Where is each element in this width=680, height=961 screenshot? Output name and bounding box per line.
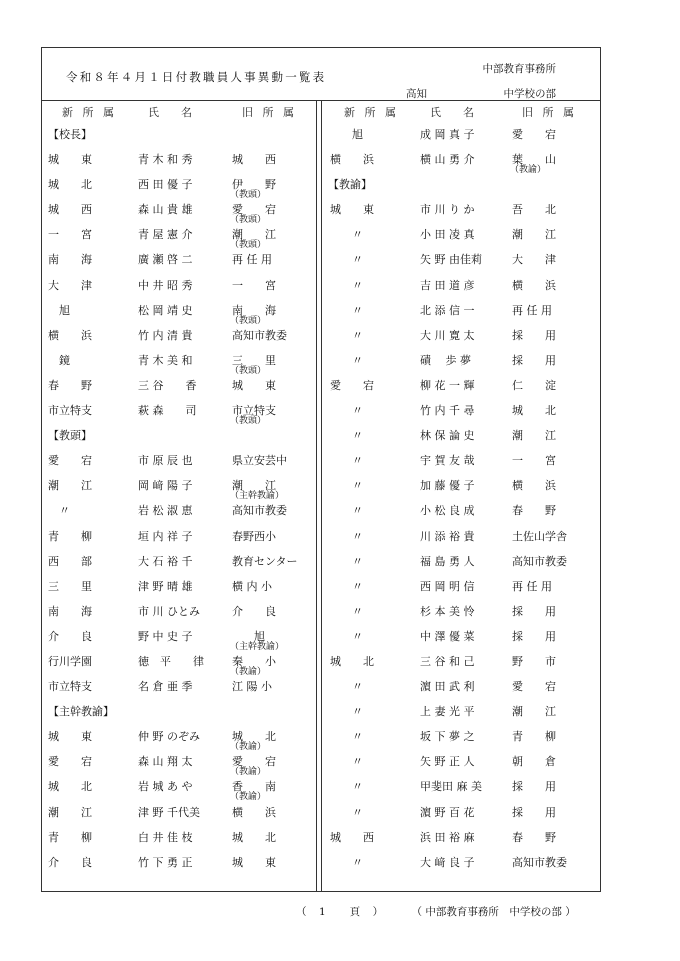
old-post: 野 市	[512, 654, 556, 668]
column-header-row	[322, 100, 602, 122]
previous-role-note: （教諭）	[230, 792, 267, 803]
person-name: 上 妻 光 平	[420, 705, 475, 719]
person-name: 津 野 千代美	[138, 805, 200, 819]
person-name: 大 石 裕 千	[138, 554, 193, 568]
new-post: 介 良	[48, 855, 92, 869]
table-row	[42, 348, 316, 376]
new-post: 〃	[330, 328, 363, 342]
column-divider	[316, 100, 317, 891]
old-post: 吾 北	[512, 203, 556, 217]
table-row	[42, 498, 316, 523]
table-row	[322, 448, 602, 473]
person-name: 津 野 晴 雄	[138, 579, 193, 593]
table-row	[322, 222, 602, 247]
new-post: 南 海	[48, 253, 92, 267]
person-name: 北 添 信 一	[420, 303, 475, 317]
new-post: 〃	[330, 680, 363, 694]
old-post: 市立特支	[232, 404, 276, 418]
old-post: 青 柳	[512, 730, 556, 744]
header-new-post: 新 所 属	[344, 106, 399, 119]
new-post: 〃	[330, 579, 363, 593]
new-post: 〃	[330, 755, 363, 769]
table-row	[42, 323, 316, 348]
table-row	[322, 197, 602, 222]
person-name: 柳 花 一 輝	[420, 378, 475, 392]
previous-role-note: （教諭）	[510, 165, 547, 176]
old-post: 朝 倉	[512, 755, 556, 769]
person-name: 廣 瀬 啓 二	[138, 253, 193, 267]
header-new-post: 新 所 属	[62, 106, 117, 119]
left-column	[42, 100, 316, 875]
previous-role-note: （教諭）	[230, 666, 267, 677]
table-row	[42, 373, 316, 398]
table-row	[322, 699, 602, 724]
table-row	[322, 774, 602, 799]
new-post: 行川学園	[48, 654, 92, 668]
new-post: 横 浜	[330, 153, 374, 167]
person-name: 中 澤 優 菜	[420, 629, 475, 643]
new-post: 〃	[330, 604, 363, 618]
person-name: 川 添 裕 貴	[420, 529, 475, 543]
person-name: 浜 田 裕 麻	[420, 830, 475, 844]
old-post: 採 用	[512, 805, 556, 819]
old-post: 横 浜	[512, 278, 556, 292]
person-name: 坂 下 夢 之	[420, 730, 475, 744]
old-post: 採 用	[512, 353, 556, 367]
right-column	[322, 100, 602, 875]
issuing-office: 中部教育事務所	[482, 63, 556, 75]
new-post: 〃	[330, 780, 363, 794]
table-row	[322, 649, 602, 674]
table-row	[322, 800, 602, 825]
old-post: 採 用	[512, 629, 556, 643]
table-row	[322, 147, 602, 176]
new-post: 〃	[330, 705, 363, 719]
person-name: 岩 城 あ や	[138, 780, 193, 794]
section-heading	[42, 699, 316, 724]
section-heading	[42, 423, 316, 448]
new-post: 〃	[330, 554, 363, 568]
header-old-post: 旧 所 属	[242, 106, 297, 119]
person-name: 宇 賀 友 哉	[420, 454, 475, 468]
person-name: 垣 内 祥 子	[138, 529, 193, 543]
old-post: 春野西小	[232, 529, 276, 543]
table-row	[42, 599, 316, 624]
new-post: 城 東	[48, 730, 92, 744]
table-row	[322, 348, 602, 373]
table-row	[42, 473, 316, 502]
table-row	[322, 498, 602, 523]
old-post: 愛 宕	[232, 203, 276, 217]
new-post: 〃	[330, 504, 363, 518]
person-name: 成 岡 真 子	[420, 128, 475, 141]
table-row	[42, 247, 316, 272]
table-row	[322, 473, 602, 498]
person-name: 濵 野 百 花	[420, 805, 475, 819]
new-post: 〃	[330, 629, 363, 643]
old-post: 横 浜	[232, 805, 276, 819]
person-name: 森 山 翔 太	[138, 755, 193, 769]
person-name: 竹 下 勇 正	[138, 855, 193, 869]
new-post: 〃	[48, 504, 70, 518]
new-post: 〃	[330, 253, 363, 267]
new-post: 〃	[330, 805, 363, 819]
division-label: 中学校の部	[503, 88, 556, 100]
person-name: 白 井 佳 枝	[138, 830, 193, 844]
old-post: 高知市教委	[512, 855, 567, 869]
new-post: 〃	[330, 353, 363, 367]
person-name: 杉 本 美 怜	[420, 604, 475, 618]
old-post: 秦 小	[232, 654, 276, 668]
table-row	[42, 448, 316, 473]
new-post: 潮 江	[48, 805, 92, 819]
table-row	[322, 122, 602, 147]
table-row	[42, 674, 316, 699]
table-row	[322, 549, 602, 574]
person-name: 岩 松 淑 恵	[138, 504, 193, 518]
table-row	[42, 147, 316, 172]
person-name: 矢 野 由佳莉	[420, 253, 482, 267]
person-name: 萩 森 司	[138, 404, 197, 418]
table-row	[42, 197, 316, 226]
person-name: 小 田 凌 真	[420, 228, 475, 242]
old-post: 再 任 用	[232, 253, 272, 267]
new-post: 〃	[330, 228, 363, 242]
table-row	[322, 674, 602, 699]
old-post: 潮 江	[232, 479, 276, 493]
previous-role-note: （教諭）	[230, 742, 267, 753]
person-name: 横 山 勇 介	[420, 153, 475, 167]
new-post: 三 里	[48, 579, 92, 593]
old-post: 三 里	[232, 353, 276, 367]
person-name: 三 谷 和 己	[420, 654, 475, 668]
old-post: 香 南	[232, 780, 276, 794]
previous-role-note: （教頭）	[230, 416, 267, 427]
table-row	[42, 222, 316, 251]
old-post: 採 用	[512, 604, 556, 618]
person-name: 市 川 り か	[420, 203, 475, 217]
person-name: 西 岡 明 信	[420, 579, 475, 593]
table-row	[322, 247, 602, 272]
table-row	[322, 599, 602, 624]
old-post: 春 野	[512, 504, 556, 518]
old-post: 高知市教委	[512, 554, 567, 568]
header-old-post: 旧 所 属	[522, 106, 577, 119]
table-row	[42, 624, 316, 652]
new-post: 〃	[330, 730, 363, 744]
old-post: 潮 江	[512, 705, 556, 719]
person-name: 竹 内 千 尋	[420, 404, 475, 418]
person-name: 野 中 史 子	[138, 629, 193, 643]
document-header	[42, 48, 600, 101]
person-name: 森 山 貴 雄	[138, 203, 193, 217]
person-name: 三 谷 香	[138, 378, 197, 392]
new-post: 〃	[330, 429, 363, 443]
new-post: 愛 宕	[48, 755, 92, 769]
old-post: 春 野	[512, 830, 556, 844]
new-post: 〃	[330, 479, 363, 493]
table-row	[322, 825, 602, 850]
new-post: 〃	[330, 303, 363, 317]
person-name: 岡 﨑 陽 子	[138, 479, 193, 493]
old-post: 一 宮	[512, 454, 556, 468]
old-post: 再 任 用	[512, 303, 552, 317]
old-post: 一 宮	[232, 278, 276, 292]
table-row	[322, 273, 602, 298]
table-row	[322, 373, 602, 398]
person-name: 加 藤 優 子	[420, 479, 475, 493]
old-post: 県立安芸中	[232, 454, 287, 468]
old-post: 城 東	[232, 378, 276, 392]
old-post: 高知市教委	[232, 504, 287, 518]
table-row	[42, 850, 316, 875]
previous-role-note: （教頭）	[230, 240, 267, 251]
table-row	[42, 398, 316, 427]
old-post: 旭	[232, 629, 265, 643]
new-post: 愛 宕	[330, 378, 374, 392]
new-post: 一 宮	[48, 228, 92, 242]
table-row	[322, 524, 602, 549]
old-post: 南 海	[232, 303, 276, 317]
section-label: 【校長】	[48, 128, 92, 141]
person-name: 大 﨑 良 子	[420, 855, 475, 869]
table-row	[322, 749, 602, 774]
new-post: 愛 宕	[48, 454, 92, 468]
person-name: 中 井 昭 秀	[138, 278, 193, 292]
new-post: 〃	[330, 278, 363, 292]
table-row	[42, 774, 316, 803]
old-post: 横 浜	[512, 479, 556, 493]
table-row	[42, 273, 316, 298]
footer-source: （ 中部教育事務所 中学校の部 ）	[411, 906, 576, 918]
new-post: 〃	[330, 404, 363, 418]
table-row	[42, 574, 316, 599]
new-post: 〃	[330, 454, 363, 468]
old-post: 採 用	[512, 780, 556, 794]
old-post: 横 内 小	[232, 579, 272, 593]
old-post: 潮 江	[512, 429, 556, 443]
old-post: 葉 山	[512, 153, 556, 167]
new-post: 青 柳	[48, 830, 92, 844]
new-post: 介 良	[48, 629, 92, 643]
new-post: 鏡	[48, 353, 70, 367]
new-post: 大 津	[48, 278, 92, 292]
new-post: 城 北	[48, 178, 92, 192]
document-frame	[41, 47, 601, 892]
table-row	[322, 423, 602, 448]
person-name: 福 島 勇 人	[420, 554, 475, 568]
table-row	[42, 825, 316, 850]
new-post: 南 海	[48, 604, 92, 618]
page-footer	[296, 904, 576, 919]
person-name: 濵 田 武 利	[420, 680, 475, 694]
new-post: 城 東	[330, 203, 374, 217]
person-name: 西 田 優 子	[138, 178, 193, 192]
section-label: 【主幹教諭】	[48, 705, 114, 719]
old-post: 城 東	[232, 855, 276, 869]
new-post: 城 東	[48, 153, 92, 167]
section-label: 【教諭】	[328, 178, 372, 192]
new-post: 市立特支	[48, 404, 92, 418]
previous-role-note: （教頭）	[230, 190, 267, 201]
table-row	[322, 624, 602, 649]
section-heading	[42, 122, 316, 147]
header-name: 氏 名	[430, 106, 474, 119]
old-post: 城 北	[232, 830, 276, 844]
table-row	[42, 800, 316, 825]
table-row	[322, 298, 602, 323]
old-post: 愛 宕	[232, 755, 276, 769]
previous-role-note: （教頭）	[230, 215, 267, 226]
new-post: 横 浜	[48, 328, 92, 342]
old-post: 城 北	[232, 730, 276, 744]
old-post: 伊 野	[232, 178, 276, 192]
old-post: 介 良	[232, 604, 276, 618]
table-row	[42, 749, 316, 778]
person-name: 市 川 ひとみ	[138, 604, 200, 618]
previous-role-note: （主幹教諭）	[230, 641, 285, 652]
previous-role-note: （教頭）	[230, 315, 267, 326]
old-post: 城 西	[232, 153, 276, 167]
old-post: 潮 江	[512, 228, 556, 242]
table-row	[42, 649, 316, 677]
table-row	[42, 724, 316, 753]
person-name: 松 岡 靖 史	[138, 303, 193, 317]
new-post: 城 西	[330, 830, 374, 844]
table-row	[322, 850, 602, 875]
old-post: 大 津	[512, 253, 556, 267]
old-post: 再 任 用	[512, 579, 552, 593]
new-post: 城 北	[330, 654, 374, 668]
new-post: 市立特支	[48, 680, 92, 694]
new-post: 潮 江	[48, 479, 92, 493]
old-post: 潮 江	[232, 228, 276, 242]
old-post: 愛 宕	[512, 680, 556, 694]
old-post: 城 北	[512, 404, 556, 418]
table-row	[322, 574, 602, 599]
new-post: 〃	[330, 529, 363, 543]
person-name: 矢 野 正 人	[420, 755, 475, 769]
old-post: 高知市教委	[232, 328, 287, 342]
person-name: 名 倉 亜 季	[138, 680, 193, 694]
table-row	[42, 298, 316, 326]
header-name: 氏 名	[148, 106, 192, 119]
table-row	[322, 323, 602, 348]
person-name: 磧 歩 夢	[420, 353, 471, 367]
table-row	[42, 524, 316, 549]
table-row	[42, 549, 316, 574]
person-name: 小 松 良 成	[420, 504, 475, 518]
previous-role-note: （教諭）	[230, 767, 267, 778]
old-post: 江 陽 小	[232, 680, 272, 694]
person-name: 青 木 和 秀	[138, 153, 193, 167]
previous-role-note: （主幹教諭）	[230, 491, 285, 502]
section-label: 【教頭】	[48, 429, 92, 443]
column-header-row	[42, 100, 316, 122]
new-post: 西 部	[48, 554, 92, 568]
table-row	[322, 398, 602, 423]
new-post: 青 柳	[48, 529, 92, 543]
new-post: 〃	[330, 855, 363, 869]
previous-role-note: （教頭）	[230, 365, 267, 376]
person-name: 林 保 論 史	[420, 429, 475, 443]
new-post: 春 野	[48, 378, 92, 392]
document-title: 令和８年４月１日付教職員人事異動一覧表	[66, 70, 327, 84]
section-heading	[322, 172, 602, 197]
old-post: 教育センター	[232, 554, 298, 568]
new-post: 城 北	[48, 780, 92, 794]
old-post: 採 用	[512, 328, 556, 342]
table-row	[42, 172, 316, 201]
person-name: 大 川 寛 太	[420, 328, 475, 342]
person-name: 市 原 辰 也	[138, 454, 193, 468]
person-name: 仲 野 のぞみ	[138, 730, 200, 744]
new-post: 旭	[330, 128, 363, 141]
person-name: 甲斐田 麻 美	[420, 780, 482, 794]
table-row	[322, 724, 602, 749]
person-name: 吉 田 道 彦	[420, 278, 475, 292]
person-name: 青 木 美 和	[138, 353, 193, 367]
page-number: （ 1 頁 ）	[296, 906, 385, 918]
person-name: 青 屋 憲 介	[138, 228, 193, 242]
new-post: 城 西	[48, 203, 92, 217]
old-post: 土佐山学舎	[512, 529, 567, 543]
old-post: 仁 淀	[512, 378, 556, 392]
new-post: 旭	[48, 303, 70, 317]
person-name: 徳 平 律	[138, 654, 204, 668]
old-post: 愛 宕	[512, 128, 556, 141]
prefecture-label: 高知	[406, 88, 427, 100]
person-name: 竹 内 清 貴	[138, 328, 193, 342]
